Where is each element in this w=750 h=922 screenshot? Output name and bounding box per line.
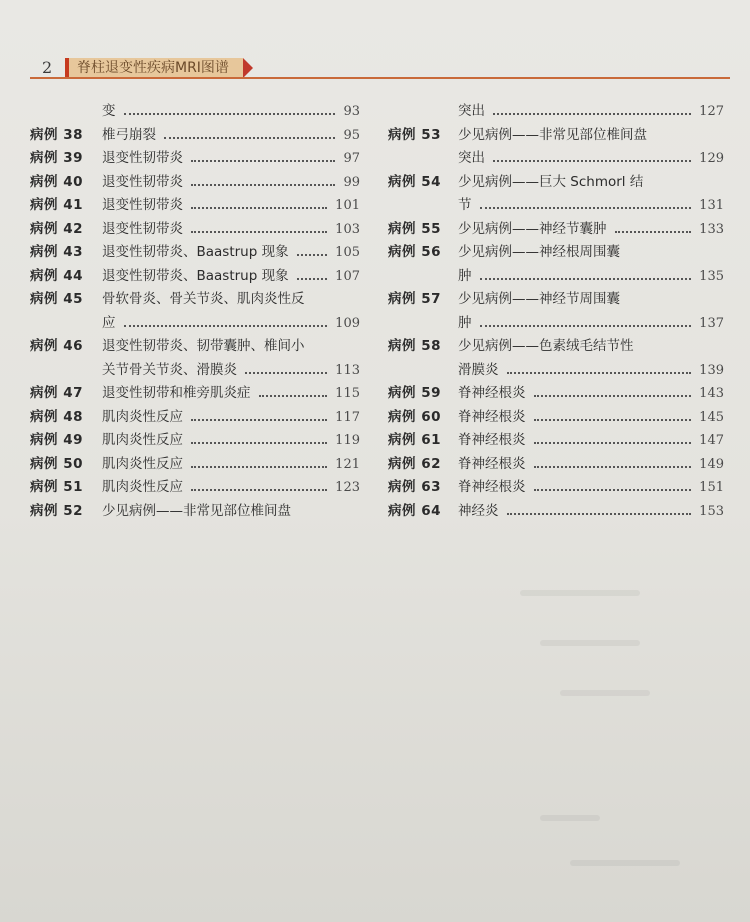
entry-title: 肌肉炎性反应 [102,432,183,448]
toc-entry [30,453,360,477]
case-number: 病例 49 [30,432,83,448]
toc-line [388,265,724,289]
dot-leader [493,160,691,162]
page-number: 2 [42,58,53,77]
dot-leader [615,231,691,233]
entry-title: 变 [102,103,116,119]
entry-title: 关节骨关节炎、滑膜炎 [102,361,237,378]
toc-line [30,406,360,430]
case-number: 病例 56 [388,244,441,260]
entry-title: 少见病例——巨大 Schmorl 结 [458,173,644,190]
case-number: 病例 41 [30,197,83,213]
page-header [30,58,730,82]
case-number: 病例 44 [30,267,83,284]
toc-line [30,288,360,312]
entry-title: 肿 [458,314,472,331]
page-ref: 115 [335,386,360,401]
toc-line [30,359,360,383]
page-ref: 113 [335,362,360,378]
dot-leader [191,466,327,468]
dot-leader [245,372,327,374]
entry-title: 少见病例——色素绒毛结节性 [458,338,634,354]
dot-leader [191,442,327,444]
toc-line [388,382,724,406]
toc-line [388,406,724,430]
page-ref: 137 [699,315,724,331]
entry-title: 脊神经根炎 [458,385,526,401]
toc-entry [30,406,360,430]
toc-entry [30,124,360,148]
entry-title: 节 [458,197,472,213]
page-ref: 123 [335,480,360,495]
show-through-mark [540,815,600,821]
toc-line [388,335,724,359]
toc-line [388,171,724,195]
toc-line [388,453,724,477]
entry-title: 肿 [458,267,472,284]
show-through-mark [540,640,640,646]
case-number: 病例 59 [388,385,441,401]
case-number: 病例 54 [388,173,441,190]
toc-line [388,288,724,312]
header-rule [30,77,730,79]
dot-leader [480,207,691,209]
case-number: 病例 45 [30,291,83,307]
entry-title: 少见病例——非常见部位椎间盘 [102,502,291,519]
dot-leader [191,489,327,491]
entry-title: 脊神经根炎 [458,455,526,472]
case-number: 病例 62 [388,455,441,472]
show-through-mark [570,860,680,866]
entry-title: 突出 [458,103,485,119]
toc-entry [388,241,724,288]
dot-leader [507,372,691,374]
toc-line [388,359,724,383]
toc-entry [388,429,724,453]
toc-line [388,147,724,171]
entry-title: 肌肉炎性反应 [102,455,183,472]
entry-title: 骨软骨炎、骨关节炎、肌肉炎性反 [102,291,305,307]
dot-leader [480,278,691,280]
case-number: 病例 43 [30,244,83,260]
toc-entry [30,382,360,406]
toc-entry [388,171,724,218]
dot-leader [191,160,335,162]
entry-title: 退变性韧带炎 [102,173,183,190]
dot-leader [191,184,335,186]
dot-leader [493,113,691,115]
dot-leader [507,513,691,515]
case-number: 病例 53 [388,126,441,143]
entry-title: 突出 [458,150,485,166]
case-number: 病例 46 [30,338,83,354]
page-ref: 109 [335,315,360,331]
toc-entry [388,124,724,171]
toc-entry [30,100,360,124]
toc-line [30,100,360,124]
entry-title: 退变性韧带和椎旁肌炎症 [102,385,251,401]
dot-leader [164,137,335,139]
case-number: 病例 38 [30,126,83,143]
toc-entry [30,335,360,382]
toc-entry [30,171,360,195]
toc-entry [30,265,360,289]
case-number: 病例 48 [30,408,83,425]
toc-line [388,194,724,218]
dot-leader [297,278,327,280]
entry-title: 椎弓崩裂 [102,126,156,143]
entry-title: 脊神经根炎 [458,408,526,425]
toc-entry [30,194,360,218]
case-number: 病例 57 [388,291,441,307]
dot-leader [259,395,327,397]
toc-line [388,500,724,524]
show-through-mark [520,590,640,596]
toc-line [388,476,724,500]
case-number: 病例 52 [30,502,83,519]
entry-title: 少见病例——神经根周围囊 [458,244,620,260]
entry-title: 滑膜炎 [458,361,499,378]
toc-line [30,429,360,453]
page-ref: 133 [699,221,724,237]
dot-leader [191,419,327,421]
toc-line [30,335,360,359]
toc-entry [388,476,724,500]
toc-entry [388,335,724,382]
page-ref: 127 [699,104,724,119]
book-title-tab: 脊柱退变性疾病MRI图谱 [65,58,243,78]
toc-entry [388,382,724,406]
page-ref: 101 [335,198,360,213]
page-ref: 149 [699,456,724,472]
page-ref: 151 [699,480,724,495]
dot-leader [297,254,327,256]
page-ref: 129 [699,151,724,166]
toc-line [30,312,360,336]
entry-title: 少见病例——神经节周围囊 [458,291,620,307]
case-number: 病例 51 [30,479,83,495]
case-number: 病例 50 [30,455,83,472]
toc-line [30,382,360,406]
toc-line [30,241,360,265]
entry-title: 退变性韧带炎、Baastrup 现象 [102,244,289,260]
case-number: 病例 55 [388,220,441,237]
dot-leader [534,466,691,468]
toc-line [30,124,360,148]
dot-leader [480,325,691,327]
page-ref: 147 [699,433,724,448]
case-number: 病例 64 [388,502,441,519]
toc-line [388,312,724,336]
dot-leader [534,395,691,397]
toc-line [388,429,724,453]
page-ref: 135 [699,268,724,284]
case-number: 病例 47 [30,385,83,401]
dot-leader [124,113,335,115]
page-ref: 103 [335,221,360,237]
page-ref: 107 [335,268,360,284]
dot-leader [534,489,691,491]
toc-entry [30,429,360,453]
entry-title: 肌肉炎性反应 [102,479,183,495]
entry-title: 应 [102,314,116,331]
case-number: 病例 61 [388,432,441,448]
toc-line [388,124,724,148]
toc-left-column [30,100,360,523]
toc-entry [388,218,724,242]
toc-entry [30,147,360,171]
dot-leader [191,231,327,233]
page-ref: 117 [335,409,360,425]
case-number: 病例 39 [30,150,83,166]
toc-line [30,194,360,218]
page-ref: 95 [343,127,360,143]
entry-title: 退变性韧带炎 [102,197,183,213]
toc-line [30,476,360,500]
toc-entry [30,500,360,524]
dot-leader [191,207,327,209]
entry-title: 少见病例——神经节囊肿 [458,220,607,237]
toc-entry [30,288,360,335]
entry-title: 神经炎 [458,502,499,519]
case-number: 病例 63 [388,479,441,495]
toc-line [30,453,360,477]
toc-entry [388,100,724,124]
case-number: 病例 60 [388,408,441,425]
page-ref: 139 [699,362,724,378]
toc-line [30,147,360,171]
toc-line [30,171,360,195]
entry-title: 退变性韧带炎、韧带囊肿、椎间小 [102,338,305,354]
page-ref: 143 [699,386,724,401]
page-ref: 97 [343,151,360,166]
entry-title: 退变性韧带炎 [102,150,183,166]
page-ref: 145 [699,409,724,425]
entry-title: 脊神经根炎 [458,432,526,448]
case-number: 病例 42 [30,220,83,237]
entry-title: 退变性韧带炎 [102,220,183,237]
page-ref: 105 [335,245,360,260]
toc-line [388,100,724,124]
entry-title: 退变性韧带炎、Baastrup 现象 [102,267,289,284]
page-ref: 93 [343,104,360,119]
page-ref: 131 [699,198,724,213]
page-ref: 119 [335,433,360,448]
toc-line [388,218,724,242]
toc-entry [388,288,724,335]
show-through-mark [560,690,650,696]
toc-line [388,241,724,265]
entry-title: 少见病例——非常见部位椎间盘 [458,126,647,143]
toc-entry [30,476,360,500]
dot-leader [534,442,691,444]
toc-line [30,218,360,242]
page-ref: 121 [335,456,360,472]
toc-line [30,265,360,289]
toc-entry [388,406,724,430]
toc-entry [30,241,360,265]
case-number: 病例 58 [388,338,441,354]
page-ref: 153 [699,503,724,519]
case-number: 病例 40 [30,173,83,190]
page-ref: 99 [343,174,360,190]
dot-leader [124,325,327,327]
toc-right-column [388,100,724,523]
dot-leader [534,419,691,421]
toc-entry [388,453,724,477]
toc-entry [388,500,724,524]
entry-title: 肌肉炎性反应 [102,408,183,425]
entry-title: 脊神经根炎 [458,479,526,495]
toc-entry [30,218,360,242]
toc-line [30,500,360,524]
